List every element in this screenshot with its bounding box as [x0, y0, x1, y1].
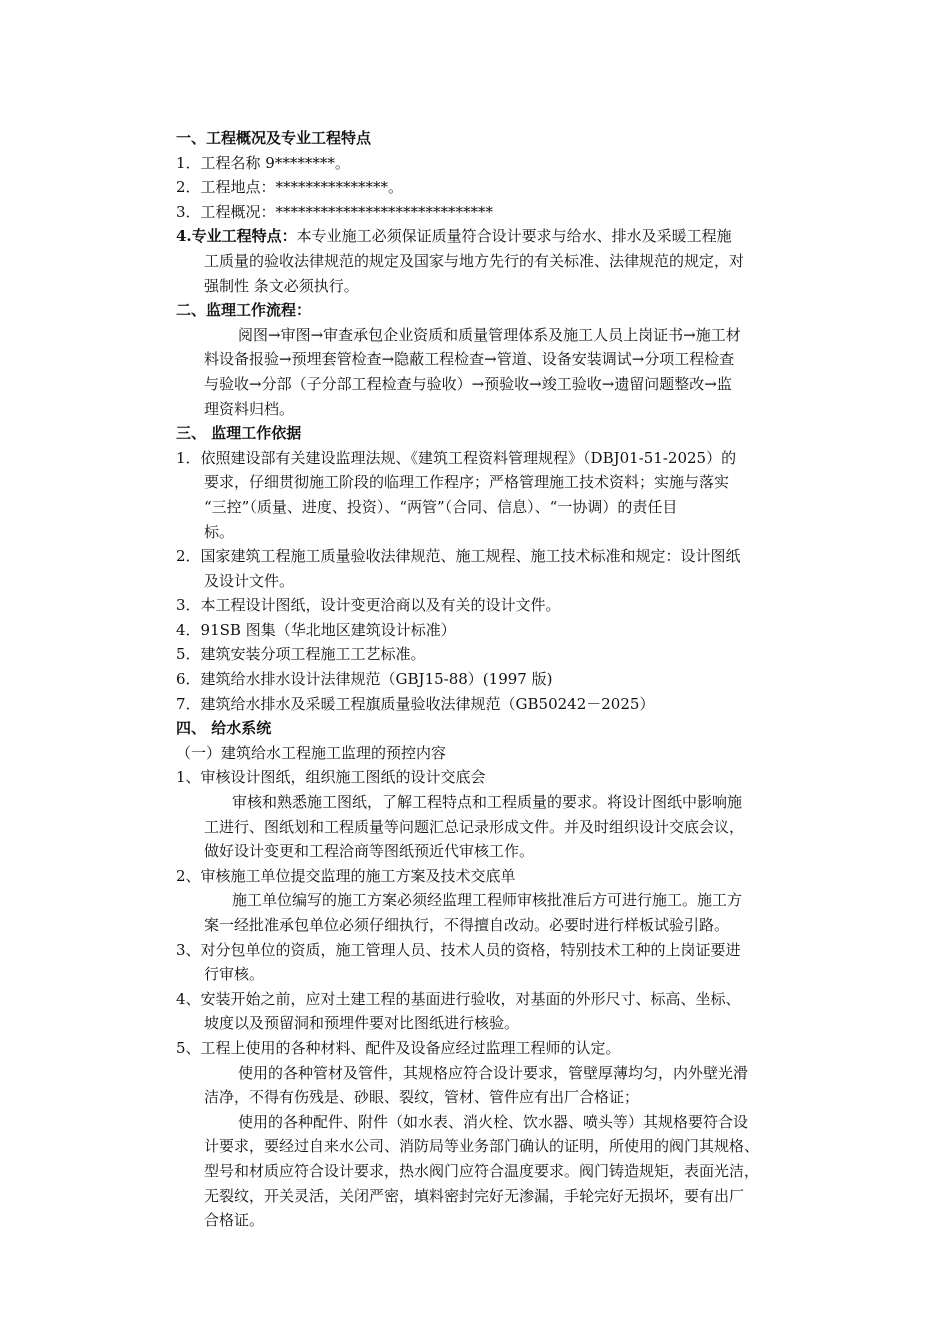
text-line: “三控”（质量、进度、投资）、“两管”（合同、信息）、“一协调）的责任目 [204, 497, 678, 516]
text-line: 4．91SB 图集（华北地区建筑设计标准） [176, 620, 456, 639]
text-line: 计要求，要经过自来水公司、消防局等业务部门确认的证明，所使用的阀门其规格、 [204, 1137, 760, 1156]
text-line: 要求，仔细贯彻施工阶段的临理工作程序；严格管理施工技术资料；实施与落实 [204, 473, 730, 492]
text-line: 理资料归档。 [204, 399, 295, 418]
text-line: 使用的各种管材及管件，其规格应符合设计要求，管壁厚薄均匀，内外壁光滑 [238, 1063, 749, 1082]
text-line: 2．工程地点：***************。 [176, 178, 404, 197]
text-line: 审核和熟悉施工图纸，了解工程特点和工程质量的要求。将设计图纸中影响施 [232, 793, 743, 812]
text-line: 阅图→审图→审查承包企业资质和质量管理体系及施工人员上岗证书→施工材 [238, 325, 741, 344]
text-line: 3、对分包单位的资质，施工管理人员、技术人员的资格，特别技术工种的上岗证要进 [176, 940, 741, 959]
text-line: 使用的各种配件、附件（如水表、消火栓、饮水器、喷头等）其规格要符合设 [238, 1112, 749, 1131]
text-line: 案一经批准承包单位必须仔细执行，不得擅自改动。必要时进行样板试验引路。 [204, 916, 730, 934]
section-heading: 四、 给水系统 [176, 719, 272, 738]
inline-heading: 4.专业工程特点： [176, 227, 297, 246]
text-line: 1．依照建设部有关建设监理法规、《建筑工程资料管理规程》（DBJ01-51-2025）的 [176, 448, 737, 467]
text-line: 型号和材质应符合设计要求，热水阀门应符合温度要求。阀门铸造规矩，表面光洁， [204, 1161, 760, 1180]
text-line: 6．建筑给水排水设计法律规范（GBJ15-88）(1997 版) [176, 670, 553, 689]
text-line: 5、工程上使用的各种材料、配件及设备应经过监理工程师的认定。 [176, 1038, 621, 1057]
text-line: 行审核。 [204, 965, 265, 984]
text-line: 4、安装开始之前，应对土建工程的基面进行验收，对基面的外形尺寸、标高、坐标、 [176, 989, 741, 1008]
text-line: 与验收→分部（子分部工程检查与验收）→预验收→竣工验收→遗留问题整改→监 [204, 374, 732, 393]
text-line: 合格证。 [204, 1211, 265, 1230]
text-line: 7．建筑给水排水及采暖工程旗质量验收法律规范（GB50242－2025） [176, 694, 655, 713]
document-body [176, 126, 816, 1233]
text-line: 1、审核设计图纸，组织施工图纸的设计交底会 [176, 768, 486, 787]
text-line: 2．国家建筑工程施工质量验收法律规范、施工规程、施工技术标准和规定：设计图纸 [176, 547, 741, 566]
text-line: 工质量的验收法律规范的规定及国家与地方先行的有关标准、法律规范的规定，对 [204, 251, 745, 270]
text-line: 强制性 条文必须执行。 [204, 276, 359, 295]
text-line: 3．本工程设计图纸，设计变更洽商以及有关的设计文件。 [176, 596, 561, 615]
text-line: 无裂纹，开关灵活，关闭严密，填料密封完好无渗漏，手轮完好无损坏，要有出厂 [204, 1186, 745, 1205]
text-line [176, 224, 816, 249]
text-line: 做好设计变更和工程洽商等图纸预近代审核工作。 [204, 842, 535, 861]
text-line: 施工单位编写的施工方案必须经监理工程师审核批准后方可进行施工。施工方 [232, 891, 743, 910]
inline-text: 本专业施工必须保证质量符合设计要求与给水、排水及采暖工程施 [296, 227, 732, 246]
text-line: 标。 [204, 522, 235, 541]
text-line: 工进行、图纸划和工程质量等问题汇总记录形成文件。并及时组织设计交底会议， [204, 817, 745, 836]
text-line: 3．工程概况：***************************** [176, 202, 494, 221]
text-line: 料设备报验→预埋套管检查→隐蔽工程检查→管道、设备安装调试→分项工程检查 [204, 350, 735, 369]
text-line: 坡度以及预留洞和预埋件要对比图纸进行核验。 [204, 1014, 520, 1033]
text-line: 2、审核施工单位提交监理的施工方案及技术交底单 [176, 866, 516, 885]
text-line: 1．工程名称 9********。 [176, 153, 350, 172]
text-line: （一）建筑给水工程施工监理的预控内容 [176, 743, 447, 762]
section-heading: 一、工程概况及专业工程特点 [176, 129, 372, 147]
text-line: 及设计文件。 [204, 571, 295, 590]
section-heading: 二、监理工作流程： [176, 301, 312, 320]
text-line: 洁净，不得有伤残是、砂眼、裂纹，管材、管件应有出厂合格证； [204, 1088, 640, 1107]
text-line: 5．建筑安装分项工程施工工艺标准。 [176, 645, 426, 664]
section-heading: 三、 监理工作依据 [176, 424, 302, 443]
